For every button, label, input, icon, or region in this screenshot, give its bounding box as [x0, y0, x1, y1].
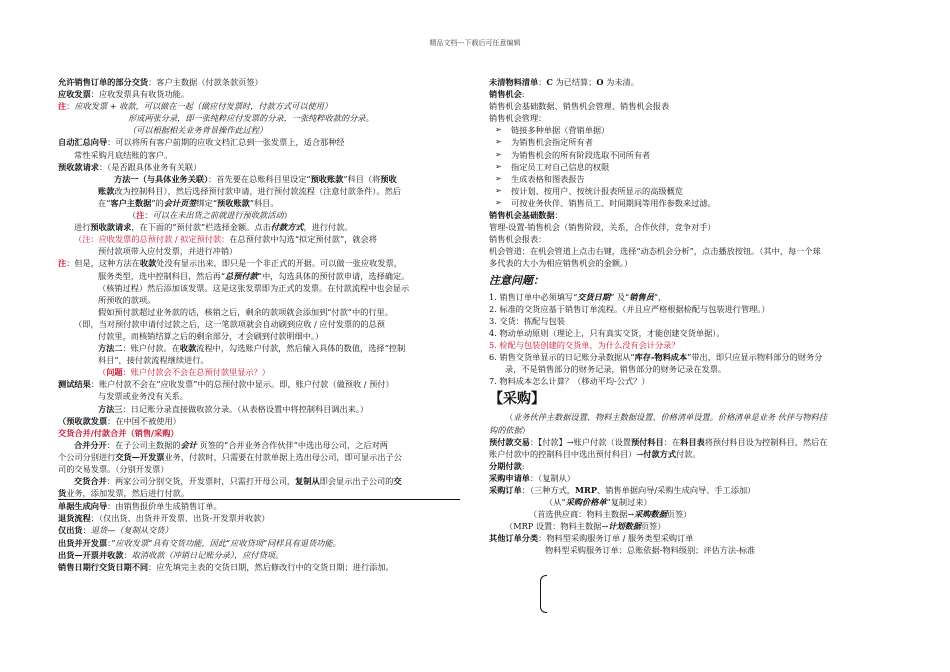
text-line: 方法二：账户付款。在收款流程中，勾选账户付款，然后输入具体的数值，选择“控制	[98, 343, 406, 354]
text-line: 账款改为控制科目），然后选择预付款申请，进行预付款流程（注意付款条件）。然后	[98, 185, 401, 196]
text-line: 分期付款:	[489, 460, 525, 471]
text-line: 方法三：日记账分录直接做收款分录。（从表格设置中将控制科目调出来。）	[98, 403, 369, 414]
text-line: 交货合并：两家公司分别交货，开发票时，只需打开母公司，复制从即会显示出子公司的交	[74, 476, 402, 487]
text-line: 多代表的大小为相应销售机会的金额。）	[489, 258, 633, 269]
text-line: 出货并开发票：”应收发票“具有交货功能，因此“应收贷项”同样具有退货功能。	[58, 537, 341, 548]
text-line: 钩的依据）	[489, 424, 530, 435]
text-line: 销售机会管理：	[489, 113, 547, 124]
text-line: 单据生成向导：由销售报价单生成销售订单。	[58, 501, 222, 512]
text-line: 销售机会报表：	[489, 234, 547, 245]
section-title-purchase: 【采购】	[489, 391, 545, 408]
text-line: 注：但是，这种方法在收款处没有显示出来，即只是一个非正式的开据。可以做一张应收发票，	[58, 258, 402, 269]
text-line: 允许销售订单的部分交货：客户主数据（付款条款页签）	[58, 77, 263, 87]
note-item: 7. 物料成本怎么计算？（移动平均-公式？）	[489, 376, 650, 387]
text-line: 形成两张分录，即一张纯粹应付发票的分录，一张纯粹收款的分录。	[128, 113, 374, 124]
notes-title: 注意问题：	[489, 273, 544, 287]
text-line: 测试结果：账户付款不会在“应收发票”中的总预付款中显示。即，账户付款（做预收 / 预付）	[58, 379, 394, 390]
text-line: 服务类型，选中控制科目，然后再“总预付款”中，勾选具体的预付款申请，选择确定。	[98, 270, 410, 281]
text-line: （注：可以在未出货之前就进行预收款活动）	[128, 210, 292, 221]
text-line: 预收款请求：（是否跟具体业务有关联）	[58, 161, 202, 172]
note-item: 6. 销售交货单显示的日记账分录数据从“库存-物料成本”带出，即只应显示物料部分的财务分	[489, 352, 823, 363]
text-line: 合并分开：在子公司主数据的会计 页签的“合并业务合作伙伴”中选出母公司，之后对两	[74, 439, 388, 450]
text-line: 其他订单分类：物料型采购服务订单 / 服务类型采购订单	[489, 533, 694, 544]
text-line: 管理-设置-销售机会（销售阶段，关系，合作伙伴，竞争对手）	[489, 222, 716, 233]
text-line: （从“采购价格单”复制过来）	[545, 497, 652, 508]
text-line: 科目”，接付款流程继续进行。	[98, 355, 209, 366]
note-item: 2. 标准的交货应基于销售订单流程。（并且应严格根据检配与包装进行管理。）	[489, 303, 770, 314]
brace-bracket	[540, 575, 547, 613]
text-line: 销售机会:	[489, 89, 525, 100]
text-line: 机会管道：在机会管道上点击右键，选择“动态机会分析”，点击播放按钮。（其中，每一个球	[489, 246, 821, 257]
text-line: 仅出货：退货—（复制从交货）	[58, 525, 173, 536]
bullet-item: ➢ 生成表格和图表报告	[489, 173, 896, 185]
text-line: 未清物料清单：C 为已结算；O 为未清。	[489, 77, 639, 87]
note-item: 5. 检配与包装创建的交货单，为什么没有会计分录？	[489, 339, 680, 350]
text-line: 常性采购月底结账的客户。	[74, 149, 173, 160]
text-line: （业务伙伴主数据设置、物料主数据设置、价格清单设置。价格清单是业务 伙伴与物料挂	[505, 412, 827, 423]
text-line: （可以根据相关业务背景操作此过程）	[128, 125, 268, 136]
text-line: 预付款交易：【付款】→账户付款（设置预付科目：在科目表将预付科目设为控制科目，然后在	[489, 436, 828, 447]
text-line: （注：应收发票的总预付款 / 拟定预付款：在总预付款中勾选“拟定预付款”，就会将	[74, 234, 377, 245]
text-line: 销售机会基础数据、销售机会管理、销售机会报表	[489, 101, 670, 112]
text-line: 个公司分别进行交货—开发票业务，付款时，只需要在付款单据上选出母公司，即可显示出子公	[58, 451, 402, 462]
text-line: 销售机会基础数据：	[489, 210, 563, 221]
text-line: 所预收的款项。	[98, 294, 156, 305]
bullet-item: ➢ 可按业务伙伴、销售员工、时间期间等用作参数来过滤。	[489, 197, 896, 209]
text-line: 自动汇总向导：可以将所有客户前期的应收文档汇总到一张发票上，适合那种经	[58, 137, 345, 148]
text-line: 在“客户主数据”的会计页签绑定“预收账款”科目。	[98, 197, 279, 208]
note-item: 3. 交货：拣配与包装	[489, 315, 565, 326]
text-line: 销售日期行交货日期不同：应先填完主表的交货日期，然后修改行中的交货日期；进行添加。	[58, 561, 394, 572]
text-line: 与发票或业务没有关系。	[98, 391, 189, 402]
text-line: （问题：账户付款会不会在总预付款里显示？）	[98, 367, 270, 378]
text-line: 付款里，而核销结算之后的剩余部分，才会刷到付款明细中。）	[98, 330, 324, 341]
text-line: （MRP 设置：物料主数据→计划数据页签）	[505, 521, 666, 532]
right-column	[489, 76, 896, 557]
text-line: 假如预付款超过业务款的话，核销之后，剩余的款项就会添加到“付款”中的行里。	[98, 306, 393, 317]
bullet-item: ➢ 按计划、按用户、按统计报表所显示的高级概览	[489, 185, 896, 197]
text-line: 应收发票：应收发票具有收货功能。	[58, 89, 190, 100]
text-line: 注：应收发票 + 收款，可以做在一起（做应付发票时，付款方式可以使用）	[58, 101, 333, 112]
text-line: 预付款项带入应付发票，并进行冲销）	[98, 246, 238, 257]
bullet-item: ➢ 为销售机会的所有阶段选取不同所有者	[489, 149, 896, 161]
text-line: （即，当对预付款申请付过款之后，这一笔款项就会自动刷到应收 / 应付发票的的总预	[74, 318, 385, 329]
text-line: 出货—开票并收款：取消收款（冲销日记账分录），应付贷项。	[58, 549, 284, 560]
text-line: 采购订单：（三种方式，MRP、销售单据向导/采购生成向导、手工添加）	[489, 485, 756, 495]
text-line: 进行预收款请求，在下面的“预付款”栏选择金额。点击付款方式，进行付款。	[74, 222, 353, 233]
text-line: 司的交易发票。（分别开发票）	[58, 464, 169, 474]
text-line: 交货合并/付款合并（销售/采购）	[58, 427, 179, 438]
text-line: 货业务，添加发票，然后进行付款。	[58, 487, 460, 500]
text-line: （首选供应商：物料主数据→采购数据页签）	[529, 509, 692, 520]
page-header: 精品文档---下载后可任意编辑	[429, 39, 521, 47]
text-line: 方法一（与具体业务关联）：首先要在总账科目里设定“预收账款”科目（将预收	[114, 173, 397, 184]
text-line: （预收款发票：在中国不被使用）	[58, 415, 181, 426]
text-line: 采购申请单：（复制从）	[489, 472, 575, 483]
text-line: （核销过程）然后添加该发票。这是这张发票即为正式的发票。在付款流程中也会显示	[98, 282, 410, 293]
note-item: 1. 销售订单中必须填写“交货日期” 及“销售员”，	[489, 291, 667, 302]
note-item: 4. 物动单动原则（理论上，只有真实交货，才能创建交货单据）。	[489, 327, 725, 338]
left-column	[58, 76, 460, 573]
bullet-item: ➢ 指定员工对自己信息的权限	[489, 161, 896, 173]
text-line: 物料型采购服务订单：总账依据-物料级别；评估方法-标准	[545, 545, 756, 556]
note-item: 录，不是销售部分的财务记录，销售部分的财务记录在发票。	[505, 364, 727, 375]
text-line: 退货流程：（仅出货、出货并开发票、出货-开发票并收款）	[58, 513, 270, 524]
text-line: 账户付款中的控制科目中选出预付科目）→付款方式付款。	[489, 448, 701, 459]
bullet-item: ➢ 链接多种单据（营销单据）	[489, 124, 896, 136]
bullet-item: ➢ 为销售机会指定所有者	[489, 136, 896, 148]
